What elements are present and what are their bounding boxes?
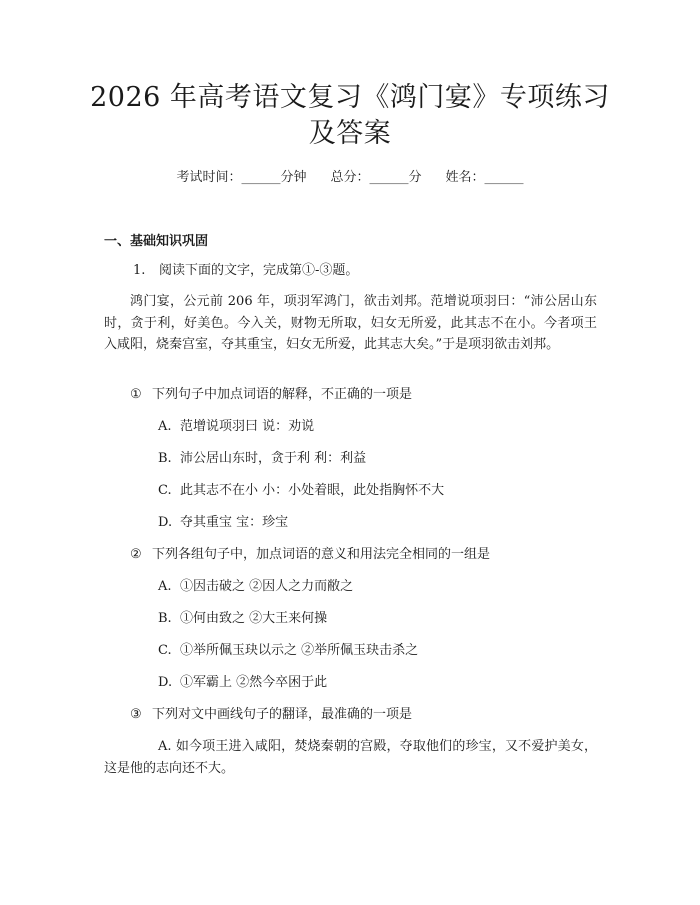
option-item [158, 450, 366, 468]
option-item [158, 578, 353, 596]
option-letter: D. [158, 675, 173, 690]
option-letter: D. [158, 515, 173, 530]
option-text: ①何由致之 ②大王来何操 [180, 611, 328, 626]
question-number: 1. [133, 263, 146, 278]
sub-question-2 [130, 546, 490, 564]
option-letter: B. [158, 611, 172, 626]
option-text: 此其志不在小 小：小处着眼，此处指胸怀不大 [180, 483, 445, 498]
question-stem-text: 阅读下面的文字，完成第①-③题。 [159, 263, 359, 278]
option-letter: A. [158, 579, 172, 594]
option-letter: A. [158, 419, 172, 434]
option-text: 如今项王进入咸阳，焚烧秦朝的宫殿，夺取他们的珍宝，又不爱护美女，这是他的志向还不大。 [104, 739, 597, 776]
name-field: 姓名：______ [445, 170, 524, 185]
option-text: 范增说项羽曰 说：劝说 [180, 419, 315, 434]
option-item [158, 642, 418, 660]
option-letter: A. [158, 739, 172, 754]
option-letter: C. [158, 643, 172, 658]
option-text: 夺其重宝 宝：珍宝 [180, 515, 289, 530]
document-title: 2026 年高考语文复习《鸿门宴》专项练习及答案 [90, 82, 610, 149]
option-text: ①军霸上 ②然今卒困于此 [180, 675, 328, 690]
option-item [104, 736, 597, 779]
sub-question-prompt: 下列句子中加点词语的解释，不正确的一项是 [152, 387, 413, 402]
sub-question-marker: ① [130, 387, 142, 402]
sub-question-prompt: 下列对文中画线句子的翻译，最准确的一项是 [152, 707, 413, 722]
sub-question-prompt: 下列各组句子中，加点词语的意义和用法完全相同的一组是 [152, 547, 491, 562]
option-text: ①因击破之 ②因人之力而敝之 [180, 579, 354, 594]
option-item [158, 674, 327, 692]
option-text: ①举所佩玉玦以示之 ②举所佩玉玦击杀之 [180, 643, 419, 658]
reading-passage: 鸿门宴，公元前 206 年，项羽军鸿门，欲击刘邦。范增说项羽曰：“沛公居山东时，贪于利，好美色。今入关，财物无所取，妇女无所爱，此其志不在小。今者项王入咸阳，烧秦宫室，夺其重宝，妇女无所爱，此其志大矣。”于是项羽欲击刘邦。 [104, 294, 597, 352]
section-heading: 一、基础知识巩固 [104, 234, 209, 249]
option-item [158, 514, 288, 532]
total-score-field: 总分：______分 [330, 170, 422, 185]
exam-info-line [0, 168, 700, 188]
option-item [158, 482, 444, 500]
exam-time-field: 考试时间：______分钟 [176, 170, 307, 185]
question-stem [133, 262, 358, 280]
sub-question-marker: ③ [130, 707, 142, 722]
option-item [158, 418, 314, 436]
sub-question-1 [130, 386, 412, 404]
option-letter: B. [158, 451, 172, 466]
sub-question-3 [130, 706, 412, 724]
sub-question-marker: ② [130, 547, 142, 562]
option-text: 沛公居山东时，贪于利 利：利益 [180, 451, 367, 466]
option-item [158, 610, 327, 628]
option-letter: C. [158, 483, 172, 498]
